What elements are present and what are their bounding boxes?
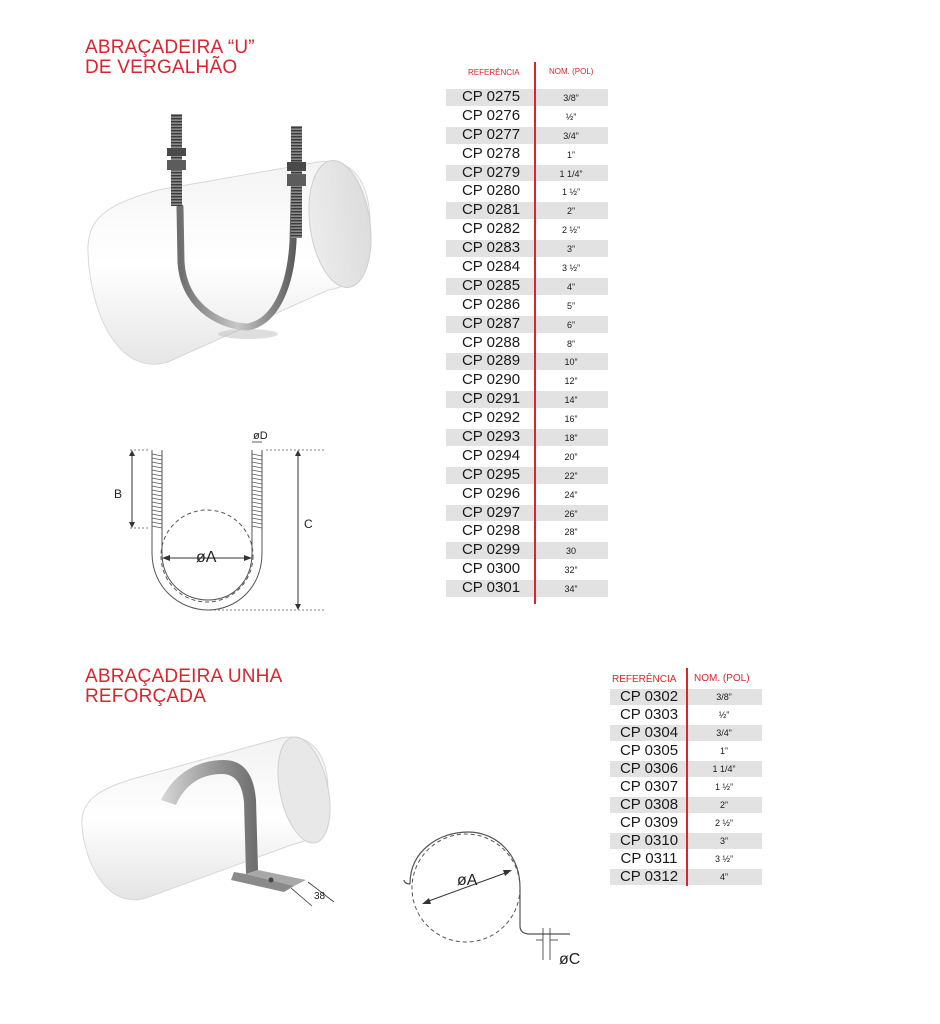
table-row <box>446 277 608 296</box>
nominal-size-cell: 20” <box>564 451 578 462</box>
nominal-size-cell: 3” <box>719 836 728 846</box>
table-row <box>446 145 608 164</box>
reference-cell: CP 0276 <box>461 106 521 124</box>
table-row <box>446 315 608 334</box>
reference-cell: CP 0307 <box>619 778 679 795</box>
table-row <box>446 485 608 504</box>
reference-cell: CP 0310 <box>619 832 679 849</box>
nominal-size-cell: 2” <box>719 800 728 810</box>
reference-cell: CP 0311 <box>620 850 678 867</box>
reference-cell: CP 0282 <box>461 220 521 238</box>
strap-label-width: 38 <box>314 891 326 902</box>
strap-clamp-dimension-drawing <box>400 828 585 973</box>
u-bolt-dimension-drawing <box>110 428 335 618</box>
u-bolt-label-d: øD <box>253 430 268 442</box>
nominal-size-cell: 4” <box>566 281 575 292</box>
nominal-size-cell: 22” <box>564 470 578 481</box>
section1-title <box>85 38 255 78</box>
reference-cell: CP 0293 <box>461 428 521 446</box>
nominal-size-cell: 3/8” <box>716 692 732 702</box>
table-row <box>446 541 608 560</box>
reference-cell: CP 0280 <box>461 182 521 200</box>
reference-cell: CP 0285 <box>461 276 521 294</box>
nominal-size-cell: 1 1/4” <box>559 168 583 179</box>
section2-title-line2: REFORÇADA <box>85 686 207 707</box>
table-row <box>446 504 608 523</box>
table-header-nominal: NOM. (POL) <box>549 67 594 76</box>
table-row <box>446 334 608 353</box>
reference-cell: CP 0281 <box>461 201 521 219</box>
nominal-size-cell: 2 ½” <box>561 225 580 236</box>
nominal-size-cell: 24” <box>564 489 578 500</box>
nominal-size-cell: 16” <box>564 414 578 425</box>
reference-cell: CP 0287 <box>461 314 521 332</box>
table-row <box>446 579 608 598</box>
reference-cell: CP 0309 <box>619 814 679 831</box>
reference-cell: CP 0297 <box>461 503 521 521</box>
table-row <box>446 182 608 201</box>
nominal-size-cell: 8” <box>566 338 575 349</box>
table-row <box>446 466 608 485</box>
reference-cell: CP 0301 <box>461 579 521 597</box>
table-row <box>446 296 608 315</box>
reference-cell: CP 0312 <box>619 868 679 885</box>
reference-cell: CP 0295 <box>461 465 521 483</box>
table-divider <box>686 668 688 886</box>
nominal-size-cell: 10” <box>564 357 578 368</box>
reference-cell: CP 0300 <box>461 560 521 578</box>
table-row <box>446 447 608 466</box>
table-row <box>446 522 608 541</box>
reference-cell: CP 0298 <box>461 522 521 540</box>
u-bolt-spec-table <box>446 62 610 604</box>
reference-cell: CP 0284 <box>461 258 521 276</box>
table-row <box>446 164 608 183</box>
table-row <box>446 352 608 371</box>
reference-cell: CP 0304 <box>619 724 679 741</box>
nominal-size-cell: 28” <box>564 527 578 538</box>
strap-clamp-spec-table <box>610 668 766 886</box>
reference-cell: CP 0306 <box>619 760 679 777</box>
nominal-size-cell: 34” <box>564 584 578 595</box>
nominal-size-cell: 1” <box>719 746 728 756</box>
nominal-size-cell: ½” <box>718 710 730 720</box>
table-row <box>446 201 608 220</box>
nominal-size-cell: 30 <box>565 546 576 557</box>
table-header-reference: REFERÊNCIA <box>612 674 677 685</box>
table-header-nominal: NOM. (POL) <box>694 673 750 684</box>
table-row <box>446 107 608 126</box>
nominal-size-cell: 32” <box>564 565 578 576</box>
reference-cell: CP 0302 <box>619 688 679 705</box>
section2-title-line1: ABRAÇADEIRA UNHA <box>85 666 283 687</box>
nominal-size-cell: 3 ½” <box>714 854 733 864</box>
reference-cell: CP 0305 <box>619 742 679 759</box>
reference-cell: CP 0288 <box>461 333 521 351</box>
u-bolt-label-b: B <box>114 487 123 501</box>
nominal-size-cell: 26” <box>564 508 578 519</box>
nominal-size-cell: 6” <box>566 319 575 330</box>
u-bolt-label-c: C <box>304 517 313 531</box>
reference-cell: CP 0292 <box>461 409 521 427</box>
reference-cell: CP 0308 <box>619 796 679 813</box>
nominal-size-cell: 4” <box>719 872 728 882</box>
table-row <box>446 126 608 145</box>
table-row <box>446 239 608 258</box>
reference-cell: CP 0286 <box>461 295 521 313</box>
reference-cell: CP 0283 <box>461 239 521 257</box>
table-row <box>446 390 608 409</box>
nominal-size-cell: 5” <box>566 300 575 311</box>
reference-cell: CP 0296 <box>461 484 521 502</box>
reference-cell: CP 0278 <box>461 144 521 162</box>
nominal-size-cell: 3/4” <box>563 130 579 141</box>
table-row <box>446 220 608 239</box>
nominal-size-cell: 3 ½” <box>561 263 580 274</box>
reference-cell: CP 0291 <box>461 390 521 408</box>
nominal-size-cell: 3” <box>566 244 575 255</box>
reference-cell: CP 0289 <box>461 352 521 370</box>
nominal-size-cell: ½” <box>565 111 577 122</box>
section1-title-line1: ABRAÇADEIRA “U” <box>85 37 255 58</box>
reference-cell: CP 0290 <box>461 371 521 389</box>
table-row <box>446 560 608 579</box>
table-row <box>446 371 608 390</box>
table-row <box>446 88 608 107</box>
table-row <box>446 428 608 447</box>
nominal-size-cell: 3/4” <box>716 728 732 738</box>
nominal-size-cell: 3/8” <box>563 93 579 103</box>
u-bolt-label-a: øA <box>196 549 217 566</box>
reference-cell: CP 0303 <box>619 706 679 723</box>
u-bolt-product-image <box>78 112 378 382</box>
reference-cell: CP 0277 <box>461 125 521 143</box>
nominal-size-cell: 1” <box>566 149 575 160</box>
reference-cell: CP 0294 <box>461 446 521 464</box>
nominal-size-cell: 1 ½” <box>561 187 580 198</box>
nominal-size-cell: 18” <box>564 433 578 444</box>
nominal-size-cell: 2 ½” <box>714 818 733 828</box>
reference-cell: CP 0299 <box>461 541 521 559</box>
nominal-size-cell: 2” <box>566 206 575 217</box>
table-rows <box>446 88 608 598</box>
section1-title-line2: DE VERGALHÃO <box>85 57 238 78</box>
nominal-size-cell: 12” <box>564 376 578 387</box>
table-header-reference: REFERÊNCIA <box>468 68 520 77</box>
section2-title <box>85 667 282 707</box>
reference-cell: CP 0279 <box>461 163 521 181</box>
table-row <box>446 258 608 277</box>
strap-label-c: øC <box>559 951 581 968</box>
strap-label-a: øA <box>457 872 478 889</box>
reference-cell: CP 0275 <box>461 88 521 105</box>
strap-clamp-product-image <box>76 730 346 910</box>
table-divider <box>534 62 536 604</box>
nominal-size-cell: 14” <box>564 395 578 406</box>
nominal-size-cell: 1 ½” <box>714 782 733 792</box>
table-row <box>446 409 608 428</box>
nominal-size-cell: 1 1/4” <box>712 764 736 774</box>
